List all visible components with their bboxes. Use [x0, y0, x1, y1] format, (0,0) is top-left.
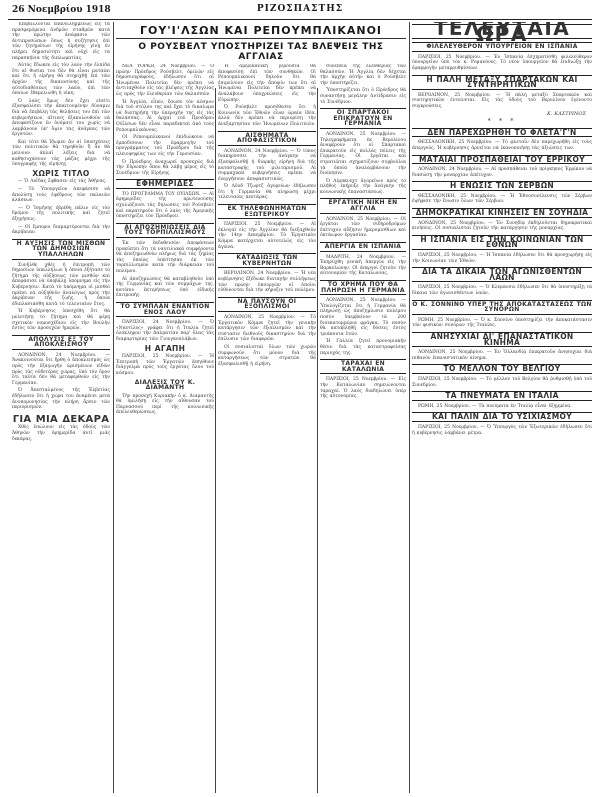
- section-heading: ΚΑΙ ΠΑΛΙΝ ΔΙΑ ΤΟ ΥΣΙΧΙΑΣΜΟΥ: [412, 412, 592, 422]
- column-2: ΝΕΑ ΥΟΡΚΗ, 24 Νοεμβρίου. — Ὁ πρώην Πρόεδρος Ρούσβελτ, ὁμιλῶν εἰς δημοσιογράφους, ἐδήλωσεν ὅτι αἱ Ἡνωμέναι Πολιτεῖαι δὲν πρέπει νὰ ἀντιταχθοῦν εἰς τὰς βλέψεις τῆς Ἀγγλίας ὡς πρὸς τὴν ἐλευθερίαν τῶν θαλασσῶν. Ἡ Ἀγγλία, εἶπεν, ἔσωσε τὸν κόσμον διὰ τοῦ στόλου της καὶ ἔχει τὸ δικαίωμα νὰ διατηρήσῃ τὴν ὑπεροχήν της εἰς τὰς θαλάσσας. Αἱ ἀρχαὶ τοῦ Προέδρου Οὐΐλσων δὲν εἶναι παραδεκταὶ ἀπὸ τοὺς Ρεπουμπλικάνους. Οἱ Ρεπουμπλικανοὶ ἐπιδιώκουν νὰ ἐμποδίσουν τὴν ἐφαρμογὴν τοῦ προγράμματος τοῦ Προέδρου διὰ τῆς πλειοψηφίας των εἰς τὴν Γερουσίαν. Ὁ Πρόεδρος ἀναχωρεῖ προσεχῶς διὰ τὴν Εὐρώπην ὅπου θὰ λάβῃ μέρος εἰς τὸ Συνέδριον τῆς Εἰρήνης. ΕΦΗΜΕΡΙΔΕΣ ΤΟ ΠΡΟΓΡΑΜΜΑ ΤΟΥ ΟΥΙΛΣΩΝ. — Αἱ ἐφημερίδες τῆς πρωτευούσης σχολιάζουσι τὰς δηλώσεις τοῦ Ρούσβελτ καὶ παρατηροῦν ὅτι ὁ λαὸς τῆς Ἀμερικῆς ὑποστηρίζει τὸν Πρόεδρον. ΑΙ ΑΠΟΖΗΜΙΩΣΕΙΣ ΔΙΑ ΤΟΥΣ ΤΟΡΠΙΛΛΙΣΜΟΥΣ Ἐκ τῶν ἐκδοθεισῶν ἀποφάσεων προκύπτει ὅτι τὰ ναυτιλιακὰ συμφέροντα θὰ ἀποζημιωθοῦν πλήρως διὰ τὰς ζημίας τὰς ὁποίας ὑπέστησαν ἐκ τῶν τορπιλλισμῶν κατὰ τὴν διάρκειαν τοῦ πολέμου. Αἱ ἀποζημιώσεις θὰ καταβληθοῦν ὑπὸ τῆς Γερμανίας καὶ τῶν συμμάχων της, κατόπιν ἐκτιμήσεως ὑπὸ εἰδικῆς ἐπιτροπῆς. ΤΟ ΣΥΜΠΛΑΝ ΕΝΑΝΤΙΟΝ ΕΝΟΣ ΛΑΟΥ ΠΑΡΙΣΙΟΙ, 24 Νοεμβρίου. — Ὁ «Ναυτίλος» γράφει ὅτι ἡ Ἰταλία ζητεῖ ὁλόκληρον τὴν Δαλματίαν παρ' ὅλας τὰς διαμαρτυρίας τῶν Γιουγκοσλάβων. Η ΑΓΑΠΗ ΠΑΡΙΣΙΟΙ, 25 Νοεμβρίου. — Ἡ Ἐπιτροπὴ τῶν Ἐργατῶν ἀπηύθυνε διάγγελμα πρὸς τοὺς ἐργάτας ὅλου τοῦ κόσμου. ΔΙΑΛΕΞΙΣ ΤΟΥ Κ. ΔΙΑΜΑΝΤΗ Τὴν προσεχῆ Κυριακὴν ὁ κ. Διαμαντῆς θὰ ὁμιλήσῃ εἰς τὴν αἴθουσαν τοῦ Παρνασσοῦ περὶ τῆς κοινωνικῆς ἀπελευθερώσεως.: [116, 64, 214, 416]
- section-heading: ΑΠΟΛΥΣΙΣ ΕΞ ΤΟΥ ΑΠΟΚΛΕΙΣΜΟΥ: [12, 335, 110, 350]
- section-heading: Η ΑΥΞΗΣΙΣ ΤΩΝ ΜΙΣΘΩΝ ΤΩΝ ΔΗΜΟΣΙΩΝ ΥΠΑΛΛΗΛΩΝ: [12, 239, 110, 260]
- signature: Κ. ΚΑΣΤΡΙΝΟΣ: [547, 110, 586, 117]
- section-heading: Η ΑΓΑΠΗ: [144, 343, 186, 353]
- section-heading: ΤΟ ΣΥΜΠΛΑΝ ΕΝΑΝΤΙΟΝ ΕΝΟΣ ΛΑΟΥ: [116, 302, 214, 317]
- separator-stars: * * *: [487, 118, 517, 126]
- section-heading: ΓΙΑ ΜΙΑ ΔΕΚΑΡΑ: [12, 413, 110, 425]
- issue-date: 26 Νοεμβρίου 1918: [12, 5, 111, 15]
- section-heading: Η ΙΣΠΑΝΙΑ ΕΙΣ ΤΗΝ ΚΟΙΝΩΝΙΑΝ ΤΩΝ ΕΘΝΩΝ: [412, 235, 592, 250]
- front-banner: [116, 24, 406, 62]
- last-hour-title: ΤΕΛΕΥΤΑΙΑ ΩΡΑ: [412, 24, 592, 39]
- section-heading: ΟΙ ΣΠΑΡΤΑΚΟΙ ΕΠΙΚΡΑΤΟΥΝ ΕΝ ΓΕΡΜΑΝΙΑ: [320, 108, 406, 129]
- header-rule: [8, 19, 592, 20]
- section-heading: ΧΩΡΙΣ ΤΙΤΛΟ: [32, 168, 90, 178]
- section-heading: ΝΑ ΠΑΥΣΟΥΝ ΟΙ ΕΞΟΠΛΙΣΜΟΙ: [218, 297, 316, 312]
- column-divider: [317, 88, 318, 793]
- last-hour-subtitle: ΦΙΛΕΛΕΥΘΕΡΟΝ ΥΠΟΥΡΓΕΙΟΝ ΕΝ ΙΣΠΑΝΙΑ: [412, 42, 592, 52]
- section-heading: ΤΑ ΠΝΕΥΜΑΤΑ ΕΝ ΙΤΑΛΙΑ: [412, 391, 592, 401]
- section-heading: ΕΡΓΑΤΙΚΗ ΝΙΚΗ ΕΝ ΑΓΓΛΙΑ: [320, 198, 406, 213]
- column-divider: [113, 22, 114, 793]
- section-heading: ΔΙΑΛΕΞΙΣ ΤΟΥ Κ. ΔΙΑΜΑΝΤΗ: [134, 378, 196, 392]
- column-divider: [409, 22, 410, 793]
- banner-headline: Ο ΡΟΥΣΒΕΛΤ ΥΠΟΣΤΗΡΙΖΕΙ ΤΑΣ ΒΛΕΨΕΙΣ ΤΗΣ ΑΓΓΛΙΑΣ: [138, 42, 384, 62]
- section-heading: ΤΑΡΑΧΑΙ ΕΝ ΚΑΤΑΛΩΝΙΑ: [320, 359, 406, 374]
- section-heading: ΕΚ ΤΗΛΕΦΩΝΗΜΑΤΩΝ ΕΞΩΤΕΡΙΚΟΥ: [218, 204, 316, 219]
- column-5: ΤΕΛΕΥΤΑΙΑ ΩΡΑ ΦΙΛΕΛΕΥΘΕΡΟΝ ΥΠΟΥΡΓΕΙΟΝ ΕΝ ΙΣΠΑΝΙΑ ΠΑΡΙΣΙΟΙ, 25 Νοεμβρίου. — Ἐν Ἰσπανίᾳ ἐσχηματίσθη φιλελεύθερον ὑπουργεῖον ὑπὸ τὸν κ. Ρομανόνες. Τὸ νέον ὑπουργεῖον θὰ ἐπιδιώξῃ τὴν ἐφαρμογὴν μεταρρυθμίσεων. Η ΠΑΛΗ ΜΕΤΑΞΥ ΣΠΑΡΤΑΚΩΝ ΚΑΙ ΣΥΝΤΗΡΗΤΙΚΩΝ ΒΕΡΟΛΙΝΟΝ, 25 Νοεμβρίου. — Ἡ πάλη μεταξὺ Σπαρτακῶν καὶ συντηρητικῶν ἐντείνεται. Εἰς τὰς ὁδοὺς τοῦ Βερολίνου ἐγένοντο συγκρούσεις. Κ. ΚΑΣΤΡΙΝΟΣ * * * ΔΕΝ ΠΑΡΕΧΩΡΗΘΗ ΤΟ ΦΛΕΤΑ'Γ'Ν ΘΕΣΣΑΛΟΝΙΚΗ, 25 Νοεμβρίου. — Τὸ φλεταΐν δὲν παρεχωρήθη εἰς τοὺς ἀπεργούς. Ἡ κυβέρνησις ἀρνεῖται νὰ ἱκανοποιήσῃ τὰς ἀξιώσεις των. ΜΑΤΑΙΑΙ ΠΡΟΣΠΑΘΕΙΑΙ ΤΟΥ ΕΡΡΙΚΟΥ ΛΟΝΔΙΝΟΝ, 24 Νοεμβρίου. — Αἱ προσπάθειαι τοῦ πρίγκηπος Ἐρρίκου νὰ διασώσῃ τὴν μοναρχίαν ἀπέτυχον. Η ΕΝΩΣΙΣ ΤΩΝ ΣΕΡΒΩΝ ΘΕΣΣΑΛΟΝΙΚΗ, 25 Νοεμβρίου. — Ἡ Ἐθνοσυνέλευσις τῶν Σέρβων ἐψήφισε τὴν ἕνωσιν ὅλων τῶν Σέρβων. ΔΗΜΟΚΡΑΤΙΚΑΙ ΚΙΝΗΣΕΙΣ ΕΝ ΣΟΥΗΔΙΑ ΛΟΝΔΙΝΟΝ, 25 Νοεμβρίου. — Ἐν Σουηδίᾳ ἐκδηλοῦνται δημοκρατικαὶ κινήσεις. Οἱ σοσιαλισταὶ ζητοῦν τὴν κατάργησιν τῆς μοναρχίας. Η ΙΣΠΑΝΙΑ ΕΙΣ ΤΗΝ ΚΟΙΝΩΝΙΑΝ ΤΩΝ ΕΘΝΩΝ ΠΑΡΙΣΙΟΙ, 25 Νοεμβρίου. — Ἡ Ἰσπανία ἐδήλωσεν ὅτι θὰ προσχωρήσῃ εἰς τὴν Κοινωνίαν τῶν Ἐθνῶν. ΔΙΑ ΤΑ ΔΙΚΑΙΑ ΤΩΝ ΑΓΩΝΙΣΘΕΝΤΩΝ ΛΑΩΝ ΠΑΡΙΣΙΟΙ, 25 Νοεμβρίου. — Ὁ Κλεμανσὼ ἐδήλωσεν ὅτι θὰ ὑποστηρίξῃ τὰ δίκαια τῶν ἀγωνισθέντων λαῶν. Ο Κ. ΣΟΝΝΙΝΟ ΥΠΕΡ ΤΗΣ ΑΠΟΚΑΤΑΣΤΑΣΕΩΣ ΤΩΝ ΣΥΝΟΡΩΝ ΡΩΜΗ, 25 Νοεμβρίου. — Ὁ κ. Σοννίνο ὑποστηρίζει τὴν ἀποκατάστασιν τῶν φυσικῶν συνόρων τῆς Ἰταλίας. ΑΝΗΣΥΧΙΑΙ ΔΙ' ΕΠΑΝΑΣΤΑΤΙΚΟΝ ΚΙΝΗΜΑ ΛΟΝΔΙΝΟΝ, 25 Νοεμβρίου. — Ἐν Ὀλλανδίᾳ ἐπικρατοῦν ἀνησυχίαι διὰ πιθανὸν ἐπαναστατικὸν κίνημα. ΤΟ ΜΕΛΛΟΝ ΤΟΥ ΒΕΛΓΙΟΥ ΠΑΡΙΣΙΟΙ, 25 Νοεμβρίου. — Τὸ μέλλον τοῦ Βελγίου θὰ ῥυθμισθῇ ὑπὸ τοῦ Συνεδρίου. ΤΑ ΠΝΕΥΜΑΤΑ ΕΝ ΙΤΑΛΙΑ ΡΩΜΗ, 25 Νοεμβρίου. — Τὰ πνεύματα ἐν Ἰταλίᾳ εἶναι ἐξημμένα. ΚΑΙ ΠΑΛΙΝ ΔΙΑ ΤΟ ΥΣΙΧΙΑΣΜΟΥ ΠΑΡΙΣΙΟΙ, 25 Νοεμβρίου. — Ὁ Ὑπουργὸς τῶν Ἐξωτερικῶν ἐδήλωσεν ὅτι ἡ κυβέρνησις λαμβάνει μέτρα.: [412, 22, 592, 436]
- section-heading: ΤΟ ΧΡΗΜΑ ΠΟΥ ΘΑ ΠΛΗΡΩΣΗ Η ΓΕΡΜΑΝΙΑ: [321, 281, 405, 294]
- column-3: Ἡ ἀμερικανικὴ γερουσία θὰ ἀποφασίσῃ ἐπὶ τῶν συνθηκῶν. Οἱ Ρεπουμπλικανοὶ δηλοῦν ὅτι θὰ ἐπιμείνουν εἰς τὴν ἄποψίν των ὅτι αἱ Ἡνωμέναι Πολιτεῖαι δὲν πρέπει νὰ ἀναλάβουν ὑποχρεώσεις εἰς τὴν Εὐρώπην. Ὁ Ρούσβελτ προσέθεσεν ὅτι ἡ Κοινωνία τῶν Ἐθνῶν εἶναι ὡραία ἰδέα, ἀλλὰ δὲν πρέπει νὰ περιορίσῃ τὴν ἀνεξαρτησίαν τῶν Ἡνωμένων Πολιτειῶν. ΑΙΣΘΗΜΑΤΑ ΑΠΟΦΑΣΙΣΤΙΚΟΝ ΛΟΝΔΙΝΟΝ, 24 Νοεμβρίου. — Ὁ τύπος διακηρύσσει τὴν ἀνάγκην νὰ ἐξασφαλισθῇ ἡ διαρκὴς εἰρήνη διὰ τῆς καταστροφῆς τοῦ μιλιταρισμοῦ. Αἱ συμμαχικαὶ κυβερνήσεις πρέπει νὰ ἐνεργήσουν ἀποφασιστικῶς. Ὁ Λόυδ Τζωρτζ ἀγορεύων ἐδήλωσεν ὅτι ἡ Γερμανία θὰ πληρώσῃ μέχρι τελευταίας πεντάρας. ΕΚ ΤΗΛΕΦΩΝΗΜΑΤΩΝ ΕΞΩΤΕΡΙΚΟΥ ΠΑΡΙΣΙΟΙ, 25 Νοεμβρίου. — Αἱ ἐκλογαὶ εἰς τὴν Ἀγγλίαν θὰ διεξαχθοῦν τὴν 14ην Δεκεμβρίου. Τὸ Ἐργατικὸν Κόμμα κατέρχεται αὐτοτελῶς εἰς τὸν ἀγῶνα. ΚΑΤΑΔΙΩΞΙΣ ΤΩΝ ΚΥΒΕΡΝΗΤΩΝ ΒΕΡΟΛΙΝΟΝ, 24 Νοεμβρίου. — Ἡ νέα κυβέρνησις ἐξέδωκε διαταγὴν συλλήψεως τῶν πρώην ὑπουργῶν οἱ ὁποῖοι εὐθύνονται διὰ τὴν κήρυξιν τοῦ πολέμου. ΝΑ ΠΑΥΣΟΥΝ ΟΙ ΕΞΟΠΛΙΣΜΟΙ ΛΟΝΔΙΝΟΝ, 25 Νοεμβρίου. — Τὸ Ἐργατικὸν Κόμμα ζητεῖ τὴν γενικὴν κατάργησιν τῶν ἐξοπλισμῶν καὶ τὴν σύστασιν διεθνοῦς δικαστηρίου διὰ τὴν ἐπίλυσιν τῶν διαφορῶν. Οἱ σοσιαλισταὶ ὅλων τῶν χωρῶν συμφωνοῦν ὅτι μόνον διὰ τῆς καταργήσεως τῶν στρατῶν θὰ ἐξασφαλισθῇ ἡ εἰρήνη.: [218, 64, 316, 367]
- section-heading: ΚΑΤΑΔΙΩΞΙΣ ΤΩΝ ΚΥΒΕΡΝΗΤΩΝ: [218, 253, 316, 268]
- section-heading: ΕΦΗΜΕΡΙΔΕΣ: [116, 179, 214, 189]
- section-heading: ΤΟ ΜΕΛΛΟΝ ΤΟΥ ΒΕΛΓΙΟΥ: [412, 364, 592, 374]
- section-heading: ΜΑΤΑΙΑΙ ΠΡΟΣΠΑΘΕΙΑΙ ΤΟΥ ΕΡΡΙΚΟΥ: [412, 155, 592, 165]
- section-heading: ΔΕΝ ΠΑΡΕΧΩΡΗΘΗ ΤΟ ΦΛΕΤΑ'Γ'Ν: [412, 128, 592, 138]
- section-heading: ΔΙΑ ΤΑ ΔΙΚΑΙΑ ΤΩΝ ΑΓΩΝΙΣΘΕΝΤΩΝ ΛΑΩΝ: [412, 267, 592, 282]
- page-header: [8, 4, 592, 18]
- section-heading: ΑΙ ΑΠΟΖΗΜΙΩΣΕΙΣ ΔΙΑ ΤΟΥΣ ΤΟΡΠΙΛΛΙΣΜΟΥΣ: [116, 223, 214, 238]
- column-4: συνέπεια τῆς ἐλευθερίας τῶν θαλασσῶν. Ἡ Ἀγγλία δὲν δέχεται τὴν ἀρχὴν αὐτὴν καὶ ὁ Ρούσβελτ τὴν ὑποστηρίζει. Ὑποστηρίζεται ὅτι ὁ Πρόεδρος θὰ συναντήσῃ μεγάλην ἀντίδρασιν εἰς τὸ Συνέδριον. ΟΙ ΣΠΑΡΤΑΚΟΙ ΕΠΙΚΡΑΤΟΥΝ ΕΝ ΓΕΡΜΑΝΙΑ ΛΟΝΔΙΝΟΝ, 25 Νοεμβρίου. — Τηλεγραφήματα ἐκ Βερολίνου ἀναφέρουν ὅτι οἱ Σπαρτακοὶ ἐπικρατοῦν εἰς πολλὰς πόλεις τῆς Γερμανίας. Οἱ ἐργάται καὶ στρατιῶται σχηματίζουν συμβούλια τὰ ὁποῖα ἀναλαμβάνουν τὴν διοίκησιν. Ὁ Λίμπκνεχτ ἀγορεύων πρὸς τὸ πλῆθος ἐκήρυξε τὴν ἀνάγκην τῆς κοινωνικῆς ἐπαναστάσεως. ΕΡΓΑΤΙΚΗ ΝΙΚΗ ΕΝ ΑΓΓΛΙΑ ΛΟΝΔΙΝΟΝ, 25 Νοεμβρίου. — Οἱ ἐργάται τῶν σιδηροδρόμων ἐπέτυχον αὔξησιν ἡμερομισθίων καὶ ὀκτάωρον ἐργασίαν. ΑΠΕΡΓΙΑ ΕΝ ΙΣΠΑΝΙΑ ΜΑΔΡΙΤΗ, 24 Νοεμβρίου. — Ἐκηρύχθη γενικὴ ἀπεργία εἰς τὴν Βαρκελώνην. Οἱ ἀπεργοὶ ζητοῦν τὴν αὐτονομίαν τῆς Καταλωνίας. ΤΟ ΧΡΗΜΑ ΠΟΥ ΘΑ ΠΛΗΡΩΣΗ Η ΓΕΡΜΑΝΙΑ ΛΟΝΔΙΝΟΝ, 25 Νοεμβρίου. — Ὑπολογίζεται ὅτι ἡ Γερμανία θὰ πληρώσῃ ὡς ἀποζημίωσιν πολέμου ποσὸν ὑπερβαῖνον τὰ 200 δισεκατομμύρια φράγκα. Τὸ ποσὸν θὰ καταβληθῇ εἰς δόσεις ἐντὸς τριάκοντα ἐτῶν. Ἡ Γαλλία ζητεῖ προνομιακὴν θέσιν διὰ τὰς καταστραφείσας περιοχάς της. ΤΑΡΑΧΑΙ ΕΝ ΚΑΤΑΛΩΝΙΑ ΠΑΡΙΣΙΟΙ, 25 Νοεμβρίου. — Εἰς τὴν Καταλωνίαν σημειώνονται ταραχαί. Ὁ λαὸς διαδηλώνει ὑπὲρ τῆς αὐτονομίας.: [320, 64, 406, 400]
- section-heading: ΑΠΕΡΓΙΑ ΕΝ ΙΣΠΑΝΙΑ: [320, 242, 406, 252]
- banner-title: ΓΟΥ'Ι'ΛΣΩΝ ΚΑΙ ΡΕΠΟΥΜΠΛΙΚΑΝΟΙ: [116, 24, 406, 39]
- section-heading: Η ΠΑΛΗ ΜΕΤΑΞΥ ΣΠΑΡΤΑΚΩΝ ΚΑΙ ΣΥΝΤΗΡΗΤΙΚΩΝ: [412, 75, 592, 90]
- section-heading: Ο Κ. ΣΟΝΝΙΝΟ ΥΠΕΡ ΤΗΣ ΑΠΟΚΑΤΑΣΤΑΣΕΩΣ ΤΩΝ ΣΥΝΟΡΩΝ: [412, 300, 592, 314]
- section-heading: ΑΝΗΣΥΧΙΑΙ ΔΙ' ΕΠΑΝΑΣΤΑΤΙΚΟΝ ΚΙΝΗΜΑ: [412, 332, 592, 347]
- section-heading: ΔΗΜΟΚΡΑΤΙΚΑΙ ΚΙΝΗΣΕΙΣ ΕΝ ΣΟΥΗΔΙΑ: [412, 208, 592, 218]
- newspaper-name: ΡΙΖΟΣΠΑΣΤΗΣ: [256, 4, 344, 14]
- column-divider: [215, 88, 216, 793]
- section-heading: Η ΕΝΩΣΙΣ ΤΩΝ ΣΕΡΒΩΝ: [412, 181, 592, 191]
- section-heading: ΑΙΣΘΗΜΑΤΑ ΑΠΟΦΑΣΙΣΤΙΚΟΝ: [218, 131, 316, 146]
- column-1: Ἐπιβάλλονται ἐπανειλημμένως εἰς τὰ προσφερόμενα ἀνδρῶν σταθμῶν κατὰ τὴν πρώτην ἀπόφασιν τῶν ἀντιπροσώπων ὅπως ἡ συζήτησις ἐπὶ τῶν ζητημάτων τῆς εἰρήνης γίνῃ ἐν πλήρει δημοσιότητι καὶ οὐχὶ εἰς τὰ παρασκήνια τῆς διπλωματίας. Αὐτὸς ἔδωκεν εἰς τὸν λαὸν τὴν ἐλπίδα ὅτι αἱ θυσίαι του δὲν θὰ εἶναι ματαίαι καὶ ὅτι ἡ εἰρήνη θὰ στηριχθῇ ἐπὶ τῶν ἀρχῶν τῆς δικαιοσύνης καὶ τῆς αὐτοδιαθέσεως τῶν λαῶν, ἐπὶ τῶν ὁποίων ἐθεμελιώθη ἡ νίκη. Ὁ λαὸς ὅμως δὲν ἔχει εἰσέτι ἐξασφαλίσει τὴν ἀπαιτουμένην δύναμιν διὰ νὰ ἐπιβάλῃ τὰς θελήσεις του ἐπὶ τῶν κυβερνήσεων, αἵτινες ἐξακολουθοῦν νὰ ἀποφασίζουν ἐν ὀνόματί του χωρὶς νὰ λαμβάνουν ὑπ' ὄψιν τὰς ἀνάγκας τῶν ἐργατῶν. Καὶ τότε θὰ ἴδωμεν ἂν αἱ ὑποσχέσεις τῶν πολιτικῶν θὰ τηρηθοῦν ἢ ἂν θὰ μείνουν ἁπλαῖ λέξεις διὰ νὰ καθησυχάσουν τὰς μάζας μέχρι τῆς ὑπογραφῆς τῆς εἰρήνης. ΧΩΡΙΣ ΤΙΤΛΟ — Ὁ Λοΐδας ἔφθασεν εἰς τὰς Ἀθήνας. — Τὸ Ὑπουργεῖον ἀπεφάσισε νὰ ἀπολύσῃ τοὺς ἐφέδρους τῶν παλαιῶν κλάσεων. — Ὁ Ἰσμήνης ἐβρέθη πάλιν εἰς τὸν δρόμον τῆς πολιτικῆς καὶ ζητεῖ ἐξηγήσεις. — Οἱ ἔμποροι διαμαρτύρονται διὰ τὴν ἀκρίβειαν. Η ΑΥΞΗΣΙΣ ΤΩΝ ΜΙΣΘΩΝ ΤΩΝ ΔΗΜΟΣΙΩΝ ΥΠΑΛΛΗΛΩΝ Συνῆλθε χθὲς ἡ ἐπιτροπὴ τῶν δημοσίων ὑπαλλήλων ἡ ὁποία ἐξήτασε τὸ ζήτημα τῆς αὐξήσεως τῶν μισθῶν καὶ ἀπεφάσισε νὰ ὑποβάλῃ ὑπόμνημα εἰς τὴν Κυβέρνησιν. Κατὰ τὸ ὑπόμνημα οἱ μισθοὶ πρέπει νὰ αὐξηθοῦν ἀναλόγως πρὸς τὴν ἀκρίβειαν τῆς ζωῆς, ἡ ὁποία ἐδιπλασιάσθη κατὰ τὸ τελευταῖον ἔτος. Ἡ Κυβέρνησις ὑπεσχέθη ὅτι θὰ μελετήσῃ τὸ ζήτημα καὶ θὰ φέρῃ σχετικὸν νομοσχέδιον εἰς τὴν Βουλὴν ἐντὸς τῶν προσεχῶν ἡμερῶν. ΑΠΟΛΥΣΙΣ ΕΞ ΤΟΥ ΑΠΟΚΛΕΙΣΜΟΥ ΛΟΝΔΙΝΟΝ, 24 Νοεμβρίου. — Ἀνακοινοῦται ὅτι ἤρθη ὁ ἀποκλεισμὸς ὡς πρὸς τὴν ἐξαγωγὴν ὡρισμένων εἰδῶν πρὸς τὰς οὐδετέρας χώρας, ὑπὸ τὸν ὅρον ὅτι ταῦτα δὲν θὰ μεταφερθοῦν εἰς τὴν Γερμανίαν. Ὁ Ἀπεσταλμένος τῆς Ἑλβετίας ἐδήλωσεν ὅτι ἡ χώρα του ἀναμένει μετὰ ἀνυπομονησίας τὴν πλήρη ἄρσιν τῶν περιορισμῶν. ΓΙΑ ΜΙΑ ΔΕΚΑΡΑ Χθὲς ἐπώλουν εἰς τὰς ὁδοὺς τῶν Ἀθηνῶν τὴν ἐφημερίδα ἀντὶ μιᾶς δεκάρας.: [12, 22, 110, 442]
